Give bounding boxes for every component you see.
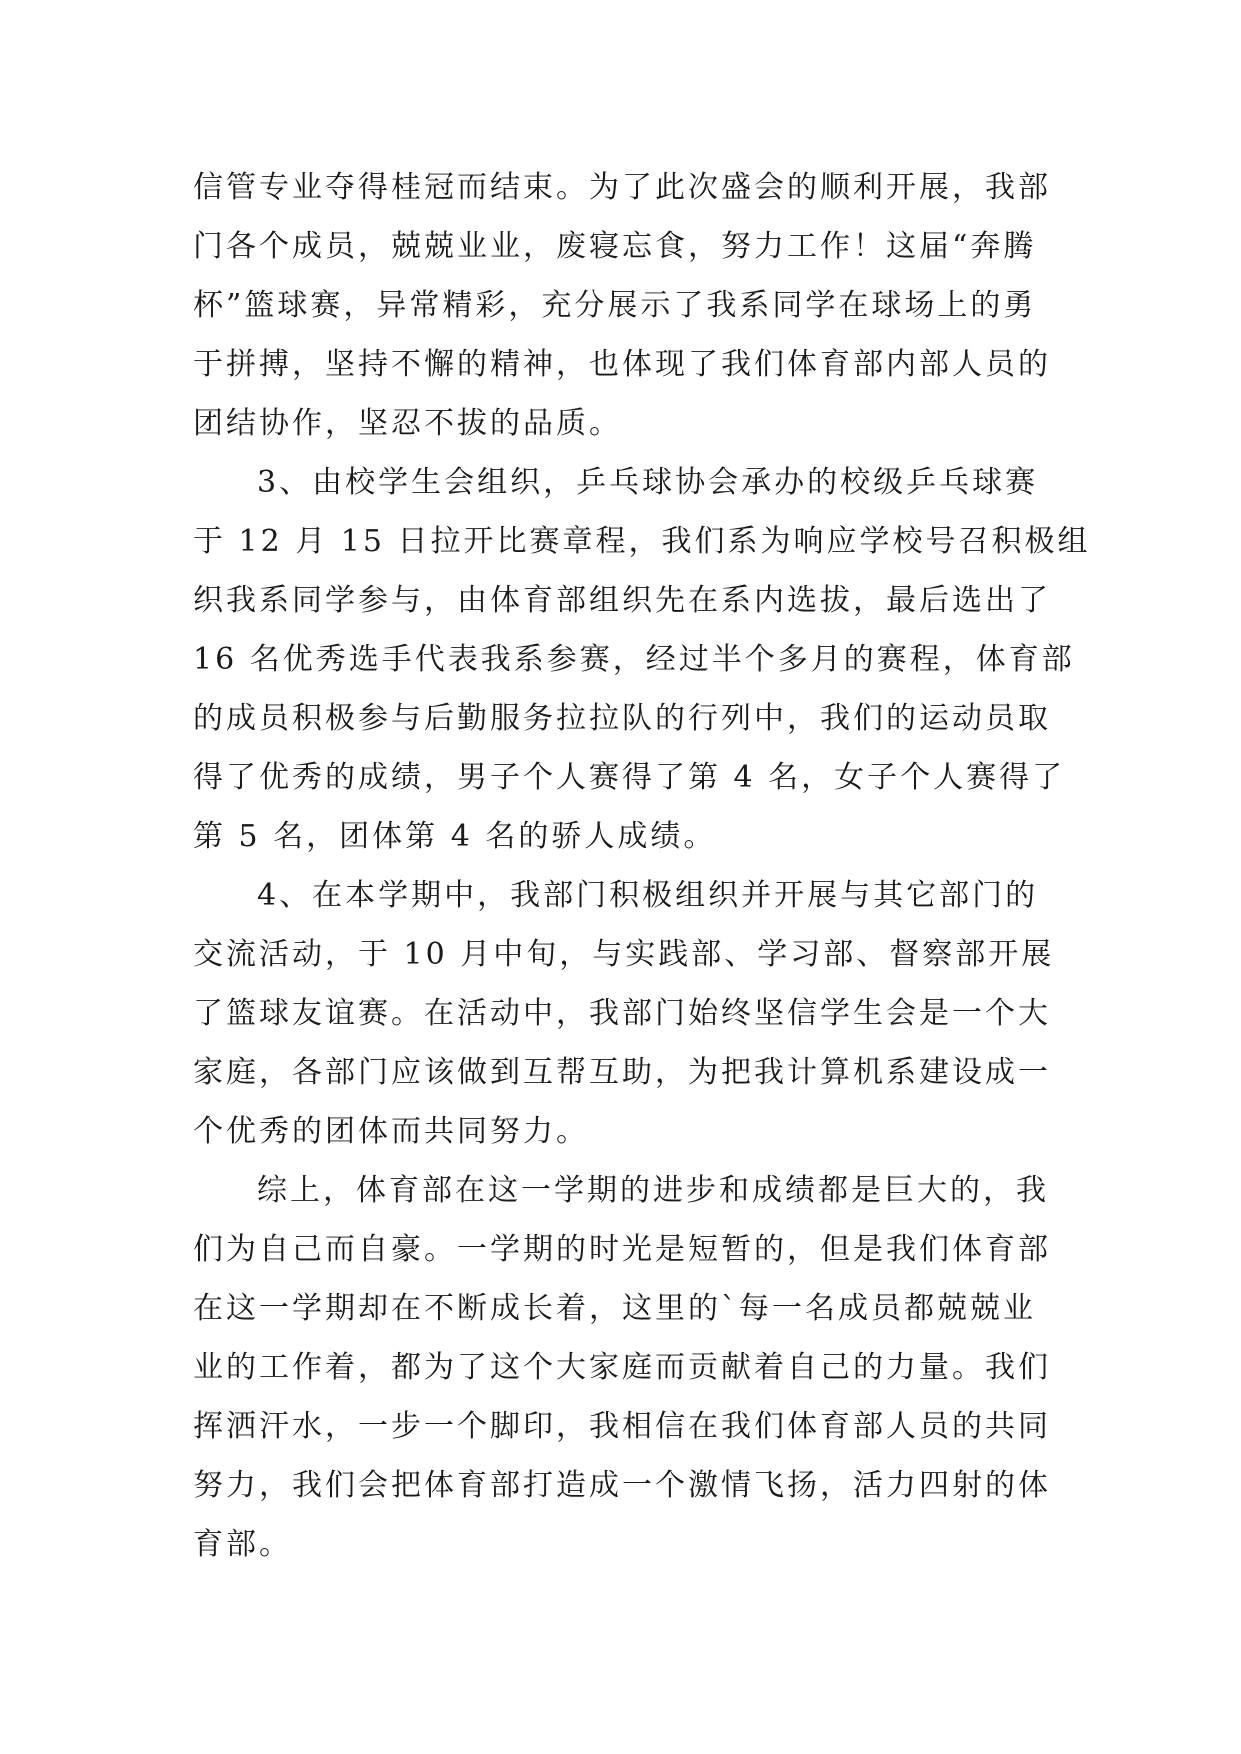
text-line: 得了优秀的成绩，男子个人赛得了第 4 名，女子个人赛得了 (193, 760, 1066, 795)
text-line: 信管专业夺得桂冠而结束。为了此次盛会的顺利开展，我部 (193, 170, 1051, 205)
paragraph-start-line: 综上，体育部在这一学期的进步和成绩都是巨大的，我 (257, 1173, 1049, 1208)
text-line: 交流活动，于 10 月中旬，与实践部、学习部、督察部开展 (193, 937, 1055, 972)
text-line: 业的工作着，都为了这个大家庭而贡献着自己的力量。我们 (193, 1350, 1051, 1385)
text-line: 挥洒汗水，一步一个脚印，我相信在我们体育部人员的共同 (193, 1409, 1051, 1444)
text-line: 于拼搏，坚持不懈的精神，也体现了我们体育部内部人员的 (193, 347, 1051, 382)
text-line: 努力，我们会把体育部打造成一个激情飞扬，活力四射的体 (193, 1468, 1051, 1503)
text-line: 的成员积极参与后勤服务拉拉队的行列中，我们的运动员取 (193, 701, 1051, 736)
text-line: 家庭，各部门应该做到互帮互助，为把我计算机系建设成一 (193, 1055, 1051, 1090)
text-line: 个优秀的团体而共同努力。 (193, 1114, 589, 1149)
text-line: 团结协作，坚忍不拔的品质。 (193, 406, 622, 441)
text-line: 门各个成员，兢兢业业，废寝忘食，努力工作！这届“奔腾 (193, 229, 1037, 264)
document-body (193, 158, 1091, 1574)
text-line: 育部。 (193, 1527, 292, 1562)
text-line: 第 5 名，团体第 4 名的骄人成绩。 (193, 819, 717, 854)
text-line: 们为自己而自豪。一学期的时光是短暂的，但是我们体育部 (193, 1232, 1051, 1267)
text-line: 在这一学期却在不断成长着，这里的`每一名成员都兢兢业 (193, 1291, 1036, 1326)
text-line: 织我系同学参与，由体育部组织先在系内选拔，最后选出了 (193, 583, 1051, 618)
text-line: 了篮球友谊赛。在活动中，我部门始终坚信学生会是一个大 (193, 996, 1051, 1031)
text-line: 16 名优秀选手代表我系参赛，经过半个多月的赛程，体育部 (193, 642, 1075, 677)
text-line: 杯”篮球赛，异常精彩，充分展示了我系同学在球场上的勇 (193, 288, 1037, 323)
paragraph-start-line: 4、在本学期中，我部门积极组织并开展与其它部门的 (257, 878, 1039, 913)
paragraph-start-line: 3、由校学生会组织，乒乓球协会承办的校级乒乓球赛 (257, 465, 1039, 500)
text-line: 于 12 月 15 日拉开比赛章程，我们系为响应学校号召积极组 (193, 524, 1091, 559)
